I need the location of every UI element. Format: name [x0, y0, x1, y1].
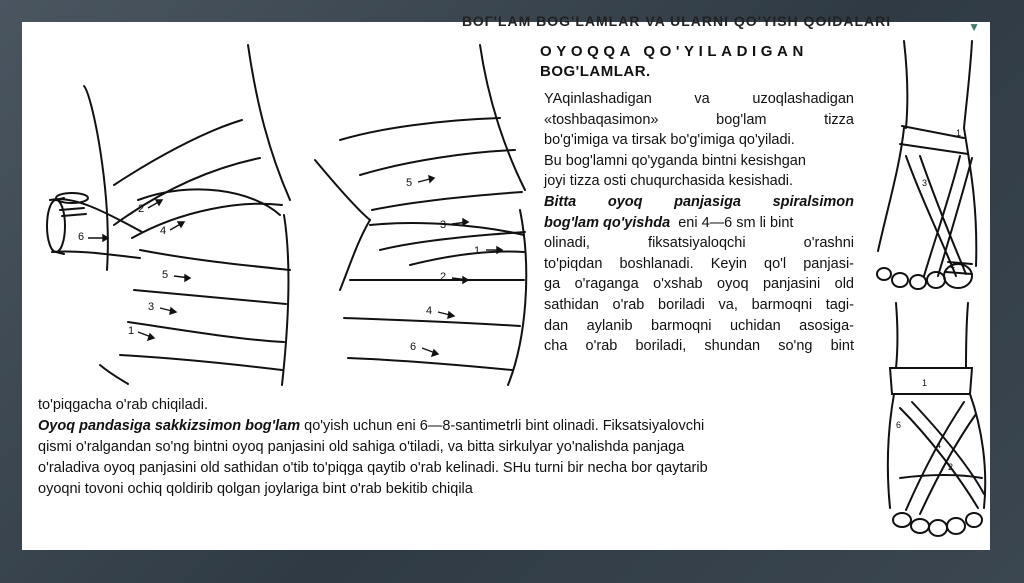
fig1-label-2: 2	[138, 203, 145, 215]
full-line-5: oyoqni tovoni ochiq qoldirib qolgan joylariga bint o'rab bekitib chiqila	[38, 481, 473, 497]
fig1-label-3: 3	[148, 301, 155, 313]
column-line: bo'g'imiga va tirsak bo'g'imiga qo'yiladi.	[544, 132, 795, 149]
section-title-line-2: BOG'LAMLAR.	[540, 63, 651, 80]
fig2-label-4: 4	[426, 305, 433, 317]
column-line: olinadi, fiksatsiyaloqchi o'rashni	[544, 235, 854, 252]
fig2-label-1: 1	[474, 245, 481, 257]
knee-bandage-illustration-1	[42, 40, 312, 390]
fig2-label-6: 6	[410, 341, 417, 353]
full-line-2	[38, 416, 858, 437]
column-line: to'piqdan boshlanadi. Keyin qo'l panjasi-	[544, 255, 854, 272]
column-line: cha o'rab boriladi, shundan so'ng bint	[544, 338, 854, 355]
fig3-label-2: 2	[950, 260, 956, 270]
full-line-4: o'raladiva oyoq panjasini old sathidan o'tib to'piqga qaytib o'rab kelinadi. SHu turni bir necha bor qaytarib	[38, 460, 708, 476]
fig1-label-1: 1	[128, 325, 135, 337]
column-line: joyi tizza osti chuqurchasida kesishadi.	[544, 173, 794, 190]
document-page	[22, 13, 990, 550]
right-column-text	[544, 89, 854, 357]
column-line-part: eni 4—6 sm li bint	[670, 214, 794, 231]
fig2-label-2: 2	[440, 271, 447, 283]
spiral-heading-part: bog'lam qo'yishda	[544, 214, 671, 231]
fig4-label-4: 4	[936, 440, 942, 450]
page-header-clipped: ВОГ'LАМ BOG'LАМLАR VA ULАRNI QO'YISH QОIDАLARI	[462, 13, 892, 29]
full-width-text	[38, 395, 858, 500]
column-line: «toshbaqasimon» bog'lam tizza	[544, 111, 854, 128]
column-line: sathidan o'rab boriladi va, barmoqni tagi-	[544, 296, 854, 313]
column-line: Bu bog'lamni qo'yganda bintni kesishgan	[544, 152, 806, 169]
column-line: ga o'raganga o'xshab oyoq panjasini old	[544, 276, 854, 293]
knee-bandage-illustration-2	[310, 40, 540, 390]
fig4-label-2: 2	[948, 462, 954, 472]
fig4-label-1: 1	[922, 378, 928, 388]
fig2-label-3: 3	[440, 219, 447, 231]
fig1-label-6: 6	[78, 231, 85, 243]
fig1-label-5: 5	[162, 269, 169, 281]
column-line: Bitta oyoq panjasiga spiralsimon	[544, 193, 854, 210]
column-line: YAqinlashadigan va uzoqlashadigan	[544, 91, 854, 107]
full-line-1: to'piqgacha o'rab chiqiladi.	[38, 397, 208, 413]
fig1-label-4: 4	[160, 225, 167, 237]
corner-mark-icon: ▼	[968, 20, 980, 34]
fig3-label-1: 1	[956, 128, 962, 138]
fig3-label-3: 3	[922, 178, 928, 188]
full-line-3: qismi o'ralgandan so'ng bintni oyoq panjasini old sahiga o'tiladi, va bitta sirkulyar yo'nalishda panjaga	[38, 439, 685, 455]
full-line-2-rest: qo'yish uchun eni 6—8-santimetrli bint olinadi. Fiksatsiyalovchi	[300, 418, 705, 434]
fig2-label-5: 5	[406, 177, 413, 189]
column-line	[544, 213, 854, 234]
foot-spiral-bandage-illustration	[860, 36, 984, 298]
figure-eight-heading: Oyoq pandasiga sakkizsimon bog'lam	[38, 418, 301, 434]
foot-figure-eight-bandage-illustration	[860, 298, 984, 548]
section-title-line-1: OYOQQA QO'YILADIGAN	[540, 43, 808, 60]
column-line: dan aylanib barmoqni uchidan asosiga-	[544, 317, 854, 334]
section-title	[540, 42, 860, 82]
fig4-label-6: 6	[896, 420, 902, 430]
